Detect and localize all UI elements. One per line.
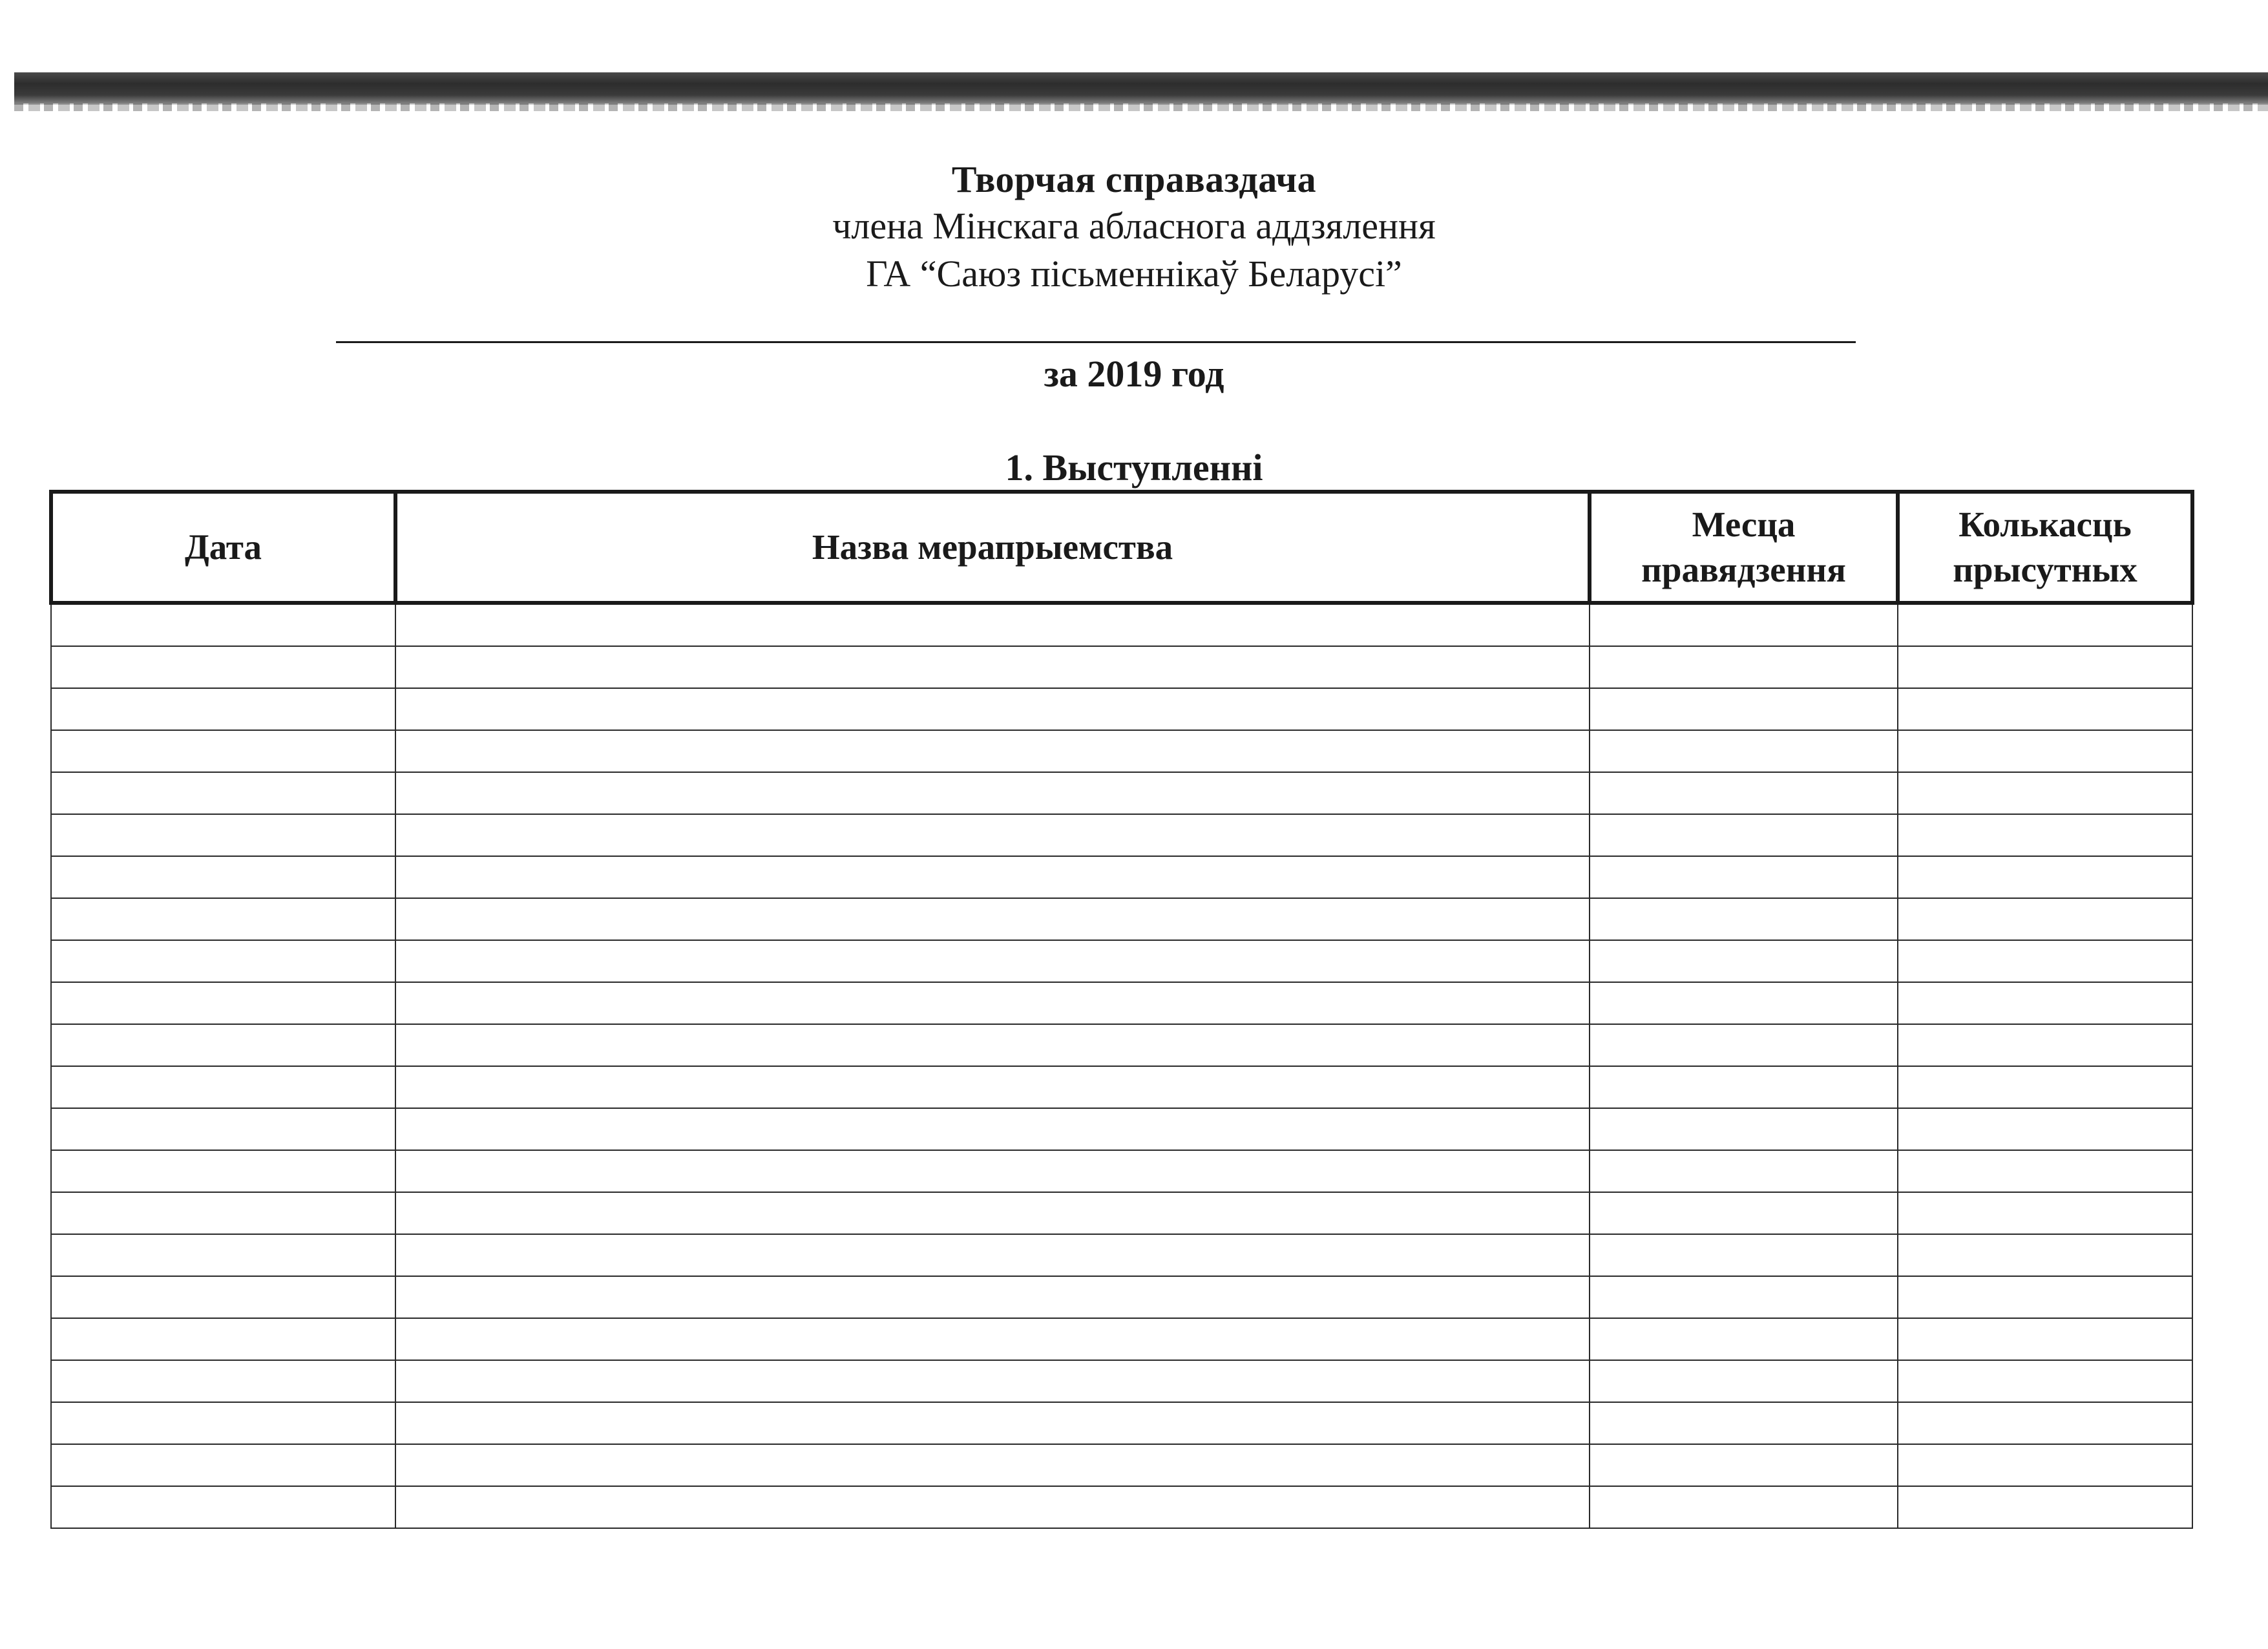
table-row <box>51 1234 2192 1276</box>
table-cell <box>1590 1402 1898 1444</box>
table-row <box>51 1024 2192 1066</box>
table-cell <box>51 1402 395 1444</box>
table-cell <box>1590 603 1898 646</box>
table-cell <box>1898 1318 2192 1360</box>
table-cell <box>51 1234 395 1276</box>
table-header-row <box>51 492 2192 603</box>
document-subtitle-line1: члена Мінскага абласнога аддзялення <box>832 205 1436 247</box>
table-row <box>51 1108 2192 1150</box>
table-cell <box>51 1150 395 1192</box>
table-cell <box>1898 1066 2192 1108</box>
table-row <box>51 772 2192 814</box>
table-cell <box>395 940 1590 982</box>
table-cell <box>395 814 1590 856</box>
table-cell <box>1898 1234 2192 1276</box>
table-cell <box>1898 1486 2192 1528</box>
table-cell <box>1590 1276 1898 1318</box>
table-cell <box>1898 1360 2192 1402</box>
table-cell <box>395 1402 1590 1444</box>
table-cell <box>1898 1150 2192 1192</box>
table-row <box>51 1360 2192 1402</box>
table-cell <box>51 1444 395 1486</box>
table-row <box>51 1150 2192 1192</box>
table-cell <box>395 1024 1590 1066</box>
table-cell <box>51 814 395 856</box>
table-cell <box>51 1192 395 1234</box>
table-cell <box>1898 1402 2192 1444</box>
table-row <box>51 814 2192 856</box>
table-row <box>51 982 2192 1024</box>
table-cell <box>51 1318 395 1360</box>
table-cell <box>51 646 395 688</box>
table-cell <box>1898 1276 2192 1318</box>
table-cell <box>395 1360 1590 1402</box>
table-cell <box>395 898 1590 940</box>
table-cell <box>1590 1318 1898 1360</box>
table-cell <box>395 603 1590 646</box>
table-cell <box>1590 1024 1898 1066</box>
table-cell <box>1590 646 1898 688</box>
table-cell <box>395 1234 1590 1276</box>
table-cell <box>1898 856 2192 898</box>
table-cell <box>395 1318 1590 1360</box>
document-subtitle-line2: ГА “Саюз пісьменнікаў Беларусі” <box>866 253 1402 295</box>
table-cell <box>1590 1486 1898 1528</box>
table-cell <box>51 1066 395 1108</box>
table-cell <box>1898 940 2192 982</box>
table-cell <box>395 772 1590 814</box>
table-cell <box>51 982 395 1024</box>
table-row <box>51 1402 2192 1444</box>
table-cell <box>51 730 395 772</box>
table-body <box>51 603 2192 1528</box>
table-cell <box>1898 814 2192 856</box>
table-cell <box>51 1108 395 1150</box>
table-cell <box>1590 688 1898 730</box>
table-cell <box>51 1024 395 1066</box>
table-cell <box>51 1486 395 1528</box>
table-row <box>51 1066 2192 1108</box>
table-row <box>51 898 2192 940</box>
table-cell <box>1898 1024 2192 1066</box>
table-cell <box>1898 1108 2192 1150</box>
table-cell <box>1590 856 1898 898</box>
table-row <box>51 646 2192 688</box>
table-row <box>51 730 2192 772</box>
table-row <box>51 856 2192 898</box>
table-cell <box>1898 772 2192 814</box>
events-table <box>49 490 2194 1529</box>
table-cell <box>1590 1444 1898 1486</box>
table-cell <box>1590 1360 1898 1402</box>
table-cell <box>1590 772 1898 814</box>
scan-shadow-band <box>14 72 2268 105</box>
table-cell <box>1590 1066 1898 1108</box>
table-cell <box>1898 982 2192 1024</box>
author-name-blank-line <box>336 341 1856 343</box>
table-cell <box>1590 940 1898 982</box>
table-cell <box>51 940 395 982</box>
table-cell <box>1898 1444 2192 1486</box>
table-cell <box>1590 1108 1898 1150</box>
table-cell <box>1898 730 2192 772</box>
table-row <box>51 688 2192 730</box>
table-cell <box>1898 1192 2192 1234</box>
table-cell <box>395 730 1590 772</box>
section-heading: 1. Выступленні <box>1005 446 1263 488</box>
table-row <box>51 1192 2192 1234</box>
table-row <box>51 940 2192 982</box>
table-cell <box>395 1150 1590 1192</box>
table-cell <box>395 1192 1590 1234</box>
table-cell <box>1590 814 1898 856</box>
table-cell <box>51 898 395 940</box>
table-cell <box>1898 898 2192 940</box>
table-row <box>51 1486 2192 1528</box>
table-cell <box>51 772 395 814</box>
table-cell <box>1590 982 1898 1024</box>
table-row <box>51 1276 2192 1318</box>
column-header-date: Дата <box>51 492 395 603</box>
table-cell <box>51 603 395 646</box>
table-cell <box>1590 730 1898 772</box>
report-year: за 2019 год <box>1044 353 1224 395</box>
table-cell <box>51 1276 395 1318</box>
table-cell <box>1590 1192 1898 1234</box>
table-cell <box>395 1108 1590 1150</box>
table-cell <box>395 688 1590 730</box>
column-header-attendance: Колькасць прысутных <box>1898 492 2192 603</box>
table-cell <box>395 982 1590 1024</box>
column-header-event-name: Назва мерапрыемства <box>395 492 1590 603</box>
table-row <box>51 1318 2192 1360</box>
table-cell <box>1590 1150 1898 1192</box>
table-cell <box>1590 898 1898 940</box>
table-cell <box>395 1276 1590 1318</box>
column-header-venue: Месца правядзення <box>1590 492 1898 603</box>
table-cell <box>51 1360 395 1402</box>
table-cell <box>1898 688 2192 730</box>
table-cell <box>1898 646 2192 688</box>
table-cell <box>395 1486 1590 1528</box>
table-row <box>51 603 2192 646</box>
table-cell <box>395 646 1590 688</box>
table-cell <box>1590 1234 1898 1276</box>
table-cell <box>395 856 1590 898</box>
table-cell <box>51 688 395 730</box>
table-cell <box>395 1444 1590 1486</box>
table-cell <box>51 856 395 898</box>
document-title: Творчая справаздача <box>951 158 1317 200</box>
table-cell <box>1898 603 2192 646</box>
table-row <box>51 1444 2192 1486</box>
table-cell <box>395 1066 1590 1108</box>
